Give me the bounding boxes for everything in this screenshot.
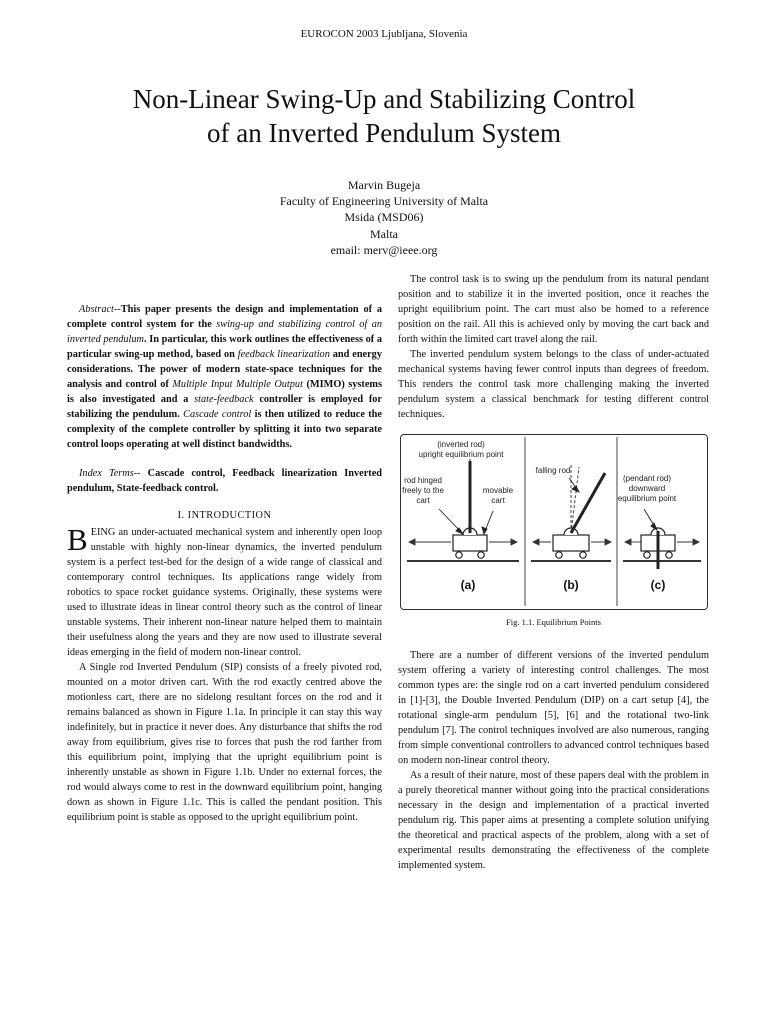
- label-pendant-2: downward: [628, 484, 666, 493]
- pendulum-diagram: [401, 435, 706, 608]
- figure-equilibrium-points: [400, 434, 708, 610]
- label-panel-c: (c): [650, 578, 666, 592]
- left-column: [67, 302, 382, 825]
- falling-rod: [571, 473, 605, 533]
- drop-cap: B: [67, 522, 88, 557]
- right-paragraph-1: The control task is to swing up the pendulum from its natural pendant position and to stabilize it in the inverted position, once it reaches the upright equilibrium point. The cart must also be homed to a reference position on the rail. All this is achieved only by moving the cart back and forth within the limited cart travel along the rail.: [398, 274, 709, 345]
- label-pendant-3: equilibrium point: [617, 494, 677, 503]
- label-panel-b: (b): [563, 578, 579, 592]
- author-email: email: merv@ieee.org: [330, 242, 438, 257]
- label-pendant-1: (pendant rod): [622, 474, 672, 483]
- author-affiliation: Faculty of Engineering University of Malta: [279, 194, 489, 209]
- paper-title: [40, 82, 728, 150]
- right-paragraph-2: The inverted pendulum system belongs to the class of under-actuated mechanical systems having fewer control inputs than degrees of freedom. This renders the control task more challenging making the inverted pendulum system a classical benchmark for testing different control techniques.: [398, 349, 709, 420]
- right-paragraph-3: There are a number of different versions of the inverted pendulum system offering a variety of interesting control challenges. The most common types are: the single rod on a cart inverted pendulum considered in [1]-[3], the Double Inverted Pendulum (DIP) on a cart setup [4], the rotational single-arm pendulum [5], [6] and the rotational two-link pendulum [7]. The control techniques involved are also numerous, ranging from simple conventional controllers to advanced control techniques based on modern non-linear control theory.: [398, 650, 709, 766]
- label-upright-point: upright equilibrium point: [418, 450, 504, 459]
- label-hinged-2: freely to the: [402, 486, 444, 495]
- label-inverted-rod: (inverted rod): [437, 440, 485, 449]
- section-heading-introduction: I. INTRODUCTION: [177, 510, 272, 521]
- label-hinged-3: cart: [416, 496, 430, 505]
- label-movable-2: cart: [491, 496, 505, 505]
- title-line-2: of an Inverted Pendulum System: [207, 118, 561, 148]
- abstract-label: Abstract--: [79, 304, 121, 315]
- label-panel-a: (a): [460, 578, 476, 592]
- author-block: [0, 177, 768, 258]
- right-paragraph-4: As a result of their nature, most of these papers deal with the problem in a purely theoretical manner without going into the practical considerations necessary in the design and implementation of a practical inverted pendulum rig. This paper aims at presenting a complete solution unifying the theoretical and practical aspects of the problem, along with a set of experimental results demonstrating the effectiveness of the complete implemented system.: [398, 770, 709, 871]
- label-movable-1: movable: [482, 486, 514, 495]
- author-name: Marvin Bugeja: [347, 178, 421, 192]
- right-column: [398, 272, 709, 873]
- index-terms: Index Terms-- Cascade control, Feedback linearization Inverted pendulum, State-feedback control.: [67, 468, 382, 494]
- author-country: Malta: [370, 226, 398, 241]
- title-line-1: Non-Linear Swing-Up and Stabilizing Control: [132, 84, 636, 114]
- intro-paragraph-2: A Single rod Inverted Pendulum (SIP) consists of a freely pivoted rod, mounted on a motor driven cart. With the rod exactly centred above the motionless cart, there are no sidelong resultant forces on the rod and it remains balanced as shown in Figure 1.1a. In principle it can stay this way indefinitely, but in practice it never does. Any disturbance that shifts the rod away from equilibrium, gives rise to forces that push the rod farther from this equilibrium point, implying that the upright equilibrium point is inherently unstable as shown in Figure 1.1b. Under no external forces, the rod would always come to rest in the downward equilibrium point, hanging down as shown in Figure 1.1c. This is called the pendant position. This equilibrium point is stable as opposed to the upright equilibrium point.: [67, 662, 382, 823]
- conference-header: EUROCON 2003 Ljubljana, Slovenia: [300, 28, 468, 40]
- index-terms-label: Index Terms--: [79, 468, 141, 479]
- label-hinged-1: rod hinged: [404, 476, 442, 485]
- intro-paragraph-1: BEING an under-actuated mechanical system and inherently open loop unstable with highly non-linear dynamics, the inverted pendulum system is a perfect test-bed for the design of a wide range of classical and contemporary control techniques. Its applications range widely from robotics to space rocket guidance systems. Originally, these systems were used to illustrate ideas in linear control theory such as the control of linear unstable systems. Their inherent non-linear nature helped them to maintain their usefulness along the years and they are now used to illustrate several ideas emerging in the field of modern non-linear control.: [67, 522, 382, 658]
- label-falling-rod: falling rod: [535, 466, 571, 475]
- author-address: Msida (MSD06): [344, 210, 424, 225]
- figure-caption: Fig. 1.1. Equilibrium Points: [506, 617, 601, 627]
- abstract: Abstract--This paper presents the design and implementation of a complete control system for the swing-up and stabilizing control of an inverted pendulum. In particular, this work outlines the effectiveness of a particular swing-up method, based on feedback linearization and energy considerations. The power of modern state-space techniques for the analysis and control of Multiple Input Multiple Output (MIMO) systems is also investigated and a state-feedback controller is employed for stabilizing the pendulum. Cascade control is then utilized to reduce the complexity of the complete controller by splitting it into two separate control loops operating at well distinct bandwidths.: [67, 304, 382, 450]
